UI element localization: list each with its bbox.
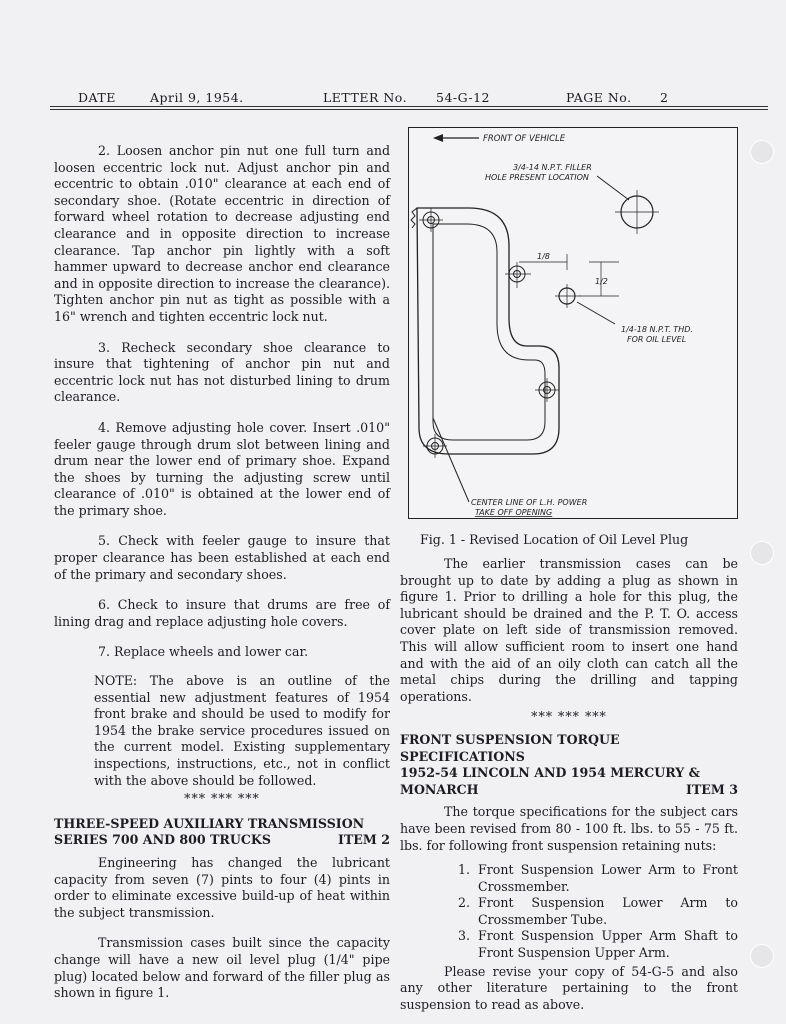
- center-label-1: CENTER LINE OF L.H. POWER: [471, 498, 588, 507]
- letter-number: 54-G-12: [436, 90, 490, 105]
- list-item: 1. Front Suspension Lower Arm to Front Crossmember.: [457, 862, 738, 894]
- page-number: 2: [660, 90, 669, 105]
- break-line: [411, 208, 417, 228]
- item-3-heading-line-1: FRONT SUSPENSION TORQUE: [400, 731, 620, 747]
- case-inner-outline: [433, 224, 545, 440]
- item-2-heading-line-2: [54, 832, 390, 849]
- step-7: 7. Replace wheels and lower car.: [98, 644, 309, 660]
- step-5: 5. Check with feeler gauge to insure that proper clearance has been established at each end of the primary and secondary shoes.: [54, 533, 390, 582]
- oil-level-hole: [555, 284, 581, 308]
- revise-paragraph: Please revise your copy of 54-G-5 and also any other literature pertaining to the front suspension to read as above.: [400, 963, 738, 1012]
- item-3-tag: ITEM 3: [686, 781, 738, 797]
- left-column: [54, 143, 390, 1002]
- binder-hole-bottom: [750, 944, 774, 968]
- list-item: 2. Front Suspension Lower Arm to Crossmember Tube.: [457, 895, 738, 927]
- step-2: 2. Loosen anchor pin nut one full turn and loosen eccentric lock nut. Adjust anchor pin and eccentric to obtain .010" clearance at each end of secondary shoe. (Rotate eccentric in direction of forward wheel rotation to decrease adjusting end clearance and in opposite direction to increase clearance. Tap anchor pin lightly with a soft hammer upward to decrease anchor end clearance and in opposite direction to increase the clearance). Tighten anchor pin nut as tight as possible with a 16" wrench and tighten eccentric lock nut.: [54, 143, 390, 324]
- transmission-paragraph: Transmission cases built since the capacity change will have a new oil level plug (1/4" pipe plug) located below and forward of the filler plug as shown in figure 1.: [54, 935, 390, 1001]
- figure-caption: Fig. 1 - Revised Location of Oil Level Plug: [420, 532, 689, 547]
- dim-h-label: 1/8: [537, 252, 550, 261]
- case-outline: [417, 208, 559, 454]
- date-label: DATE: [78, 90, 116, 105]
- step-3: 3. Recheck secondary shoe clearance to insure that tightening of anchor pin nut and eccentric lock nut has not disturbed lining to drum clearance.: [54, 339, 390, 405]
- separator-stars: *** *** ***: [184, 791, 260, 807]
- front-of-vehicle-label: FRONT OF VEHICLE: [483, 134, 566, 144]
- letter-label: LETTER No.: [323, 90, 408, 105]
- oil-leader-line: [577, 302, 615, 324]
- filler-leader-line: [597, 176, 629, 200]
- header-rule-2: [50, 109, 768, 110]
- front-arrow-head: [433, 134, 443, 142]
- date-value: April 9, 1954.: [150, 90, 244, 105]
- binder-hole-top: [750, 140, 774, 164]
- center-label-2: TAKE OFF OPENING: [475, 508, 553, 517]
- center-leader-line: [433, 418, 469, 502]
- bolt-3: [535, 378, 559, 402]
- figure-1: [408, 127, 738, 519]
- earlier-cases-paragraph: The earlier transmission cases can be brought up to date by adding a plug as shown in figure 1. Prior to drilling a hole for this plug, the lubricant should be drained and the P. T. O. access cover plate on left side of transmission removed. This will allow sufficient room to insert one hand and with the aid of an oily cloth can catch all the metal chips during the drilling and tapping operations.: [400, 556, 738, 704]
- oil-label-2: FOR OIL LEVEL: [627, 335, 687, 344]
- bolt-1: [419, 208, 443, 232]
- item-2-tag: ITEM 2: [338, 832, 390, 848]
- right-column: [400, 556, 738, 1013]
- step-4: 4. Remove adjusting hole cover. Insert .010" feeler gauge through drum slot between lining and drum near the lower end of primary shoe. Expand the shoes by turning the adjusting screw until clearance of .010" is obtained at the lower end of the primary shoe.: [54, 419, 390, 518]
- filler-hole: [615, 190, 659, 234]
- item-2-series: SERIES 700 AND 800 TRUCKS: [54, 832, 271, 848]
- item-2-heading-line-1: THREE-SPEED AUXILIARY TRANSMISSION: [54, 815, 365, 831]
- filler-label-2: HOLE PRESENT LOCATION: [485, 173, 589, 182]
- transmission-case-drawing: [409, 128, 737, 518]
- item-3-heading-line-4: [400, 782, 738, 799]
- page-label: PAGE No.: [566, 90, 632, 105]
- filler-label-1: 3/4-14 N.P.T. FILLER: [513, 163, 592, 172]
- torque-paragraph: The torque specifications for the subject cars have been revised from 80 - 100 ft. lbs. to 55 - 75 ft. lbs. for following front suspension retaining nuts:: [400, 804, 738, 853]
- dim-v-label: 1/2: [595, 277, 608, 286]
- note-paragraph: NOTE: The above is an outline of the essential new adjustment features of 1954 front brake and should be used to modify for 1954 the brake service procedures issued on the current model. Existing supplementary inspections, instructions, etc., not in conflict with the above should be followed.: [94, 673, 390, 788]
- oil-label-1: 1/4-18 N.P.T. THD.: [621, 325, 693, 334]
- list-item: 3. Front Suspension Upper Arm Shaft to Front Suspension Upper Arm.: [457, 928, 738, 961]
- binder-hole-middle: [750, 541, 774, 565]
- engineering-paragraph: Engineering has changed the lubricant capacity from seven (7) pints to four (4) pints in order to eliminate excessive build-up of heat within the subject transmission.: [54, 854, 390, 920]
- retaining-nut-list: [400, 862, 738, 962]
- separator-stars-right: *** *** ***: [531, 709, 607, 725]
- item-3-heading-line-3: 1952-54 LINCOLN AND 1954 MERCURY &: [400, 765, 701, 781]
- item-3-heading-line-2: SPECIFICATIONS: [400, 748, 525, 764]
- header-rule: [50, 106, 768, 107]
- step-6: 6. Check to insure that drums are free of lining drag and replace adjusting hole covers.: [54, 597, 390, 629]
- item-3-make: MONARCH: [400, 781, 479, 797]
